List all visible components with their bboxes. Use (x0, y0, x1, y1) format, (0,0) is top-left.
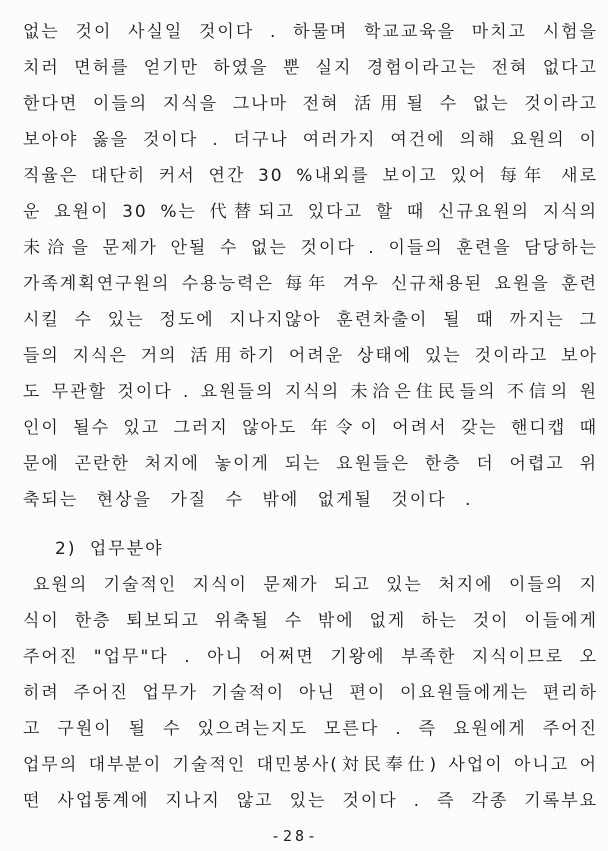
text-line: 떤 사업통계에 지나지 않고 있는 것이다 . 즉 각종 기록부요 (23, 791, 598, 811)
text-line: 시킬 수 있는 정도에 지나지않아 훈련차출이 될 때 까지는 그 (23, 310, 598, 330)
text-line: 보아야 옳을 것이다 . 더구나 여러가지 여건에 의해 요원의 이 (23, 130, 598, 150)
text-line: 축되는 현상을 가질 수 밖에 없게될 것이다 . (23, 490, 473, 510)
paragraph-2 (23, 567, 598, 819)
paragraph-1 (23, 14, 598, 518)
document-body (23, 14, 598, 819)
text-line: 2) 업무분야 (55, 539, 164, 559)
text-line: 식이 한층 퇴보되고 위축될 수 밖에 없게 하는 것이 이들에게 (23, 611, 598, 631)
text-line: 들의 지식은 거의 活用하기 어려운 상태에 있는 것이라고 보아 (23, 346, 598, 366)
text-line: 없는 것이 사실일 것이다 . 하물며 학교교육을 마치고 시험을 (23, 22, 598, 42)
section-heading (23, 531, 598, 567)
text-line: 치러 면허를 얻기만 하였을 뿐 실지 경험이라고는 전혀 없다고 (23, 58, 598, 78)
text-line: 문에 곤란한 처지에 놓이게 되는 요원들은 한층 더 어렵고 위 (23, 454, 598, 474)
text-line: 가족계획연구원의 수용능력은 每年 겨우 신규채용된 요원을 훈련 (23, 274, 598, 294)
text-line: 직율은 대단히 커서 연간 30 %내외를 보이고 있어 每年 새로 (23, 166, 598, 186)
text-line: 未洽을 문제가 안될 수 없는 것이다 . 이들의 훈련을 담당하는 (23, 238, 598, 258)
text-line: 고 구원이 될 수 있으려는지도 모른다 . 즉 요원에게 주어진 (23, 719, 598, 739)
text-line: 한다면 이들의 지식을 그나마 전혀 活用될 수 없는 것이라고 (23, 94, 598, 114)
text-line: 도 무관할 것이다 . 요원들의 지식의 未洽은住民들의 不信의 원 (23, 382, 598, 402)
text-line: 운 요원이 30 %는 代替되고 있다고 할 때 신규요원의 지식의 (23, 202, 598, 222)
text-line: 히려 주어진 업무가 기술적이 아닌 편이 이요원들에게는 편리하 (23, 683, 598, 703)
text-line: 업무의 대부분이 기술적인 대민봉사(対民奉仕) 사업이 아니고 어 (23, 755, 598, 775)
page-number: -28- (270, 827, 320, 845)
text-line: 인이 될수 있고 그러지 않아도 年令이 어려서 갖는 핸디캡 때 (23, 418, 598, 438)
text-line: 주어진 "업무"다 . 아니 어쩌면 기왕에 부족한 지식이므로 오 (23, 647, 598, 667)
text-line: 요원의 기술적인 지식이 문제가 되고 있는 처지에 이들의 지 (33, 575, 598, 595)
